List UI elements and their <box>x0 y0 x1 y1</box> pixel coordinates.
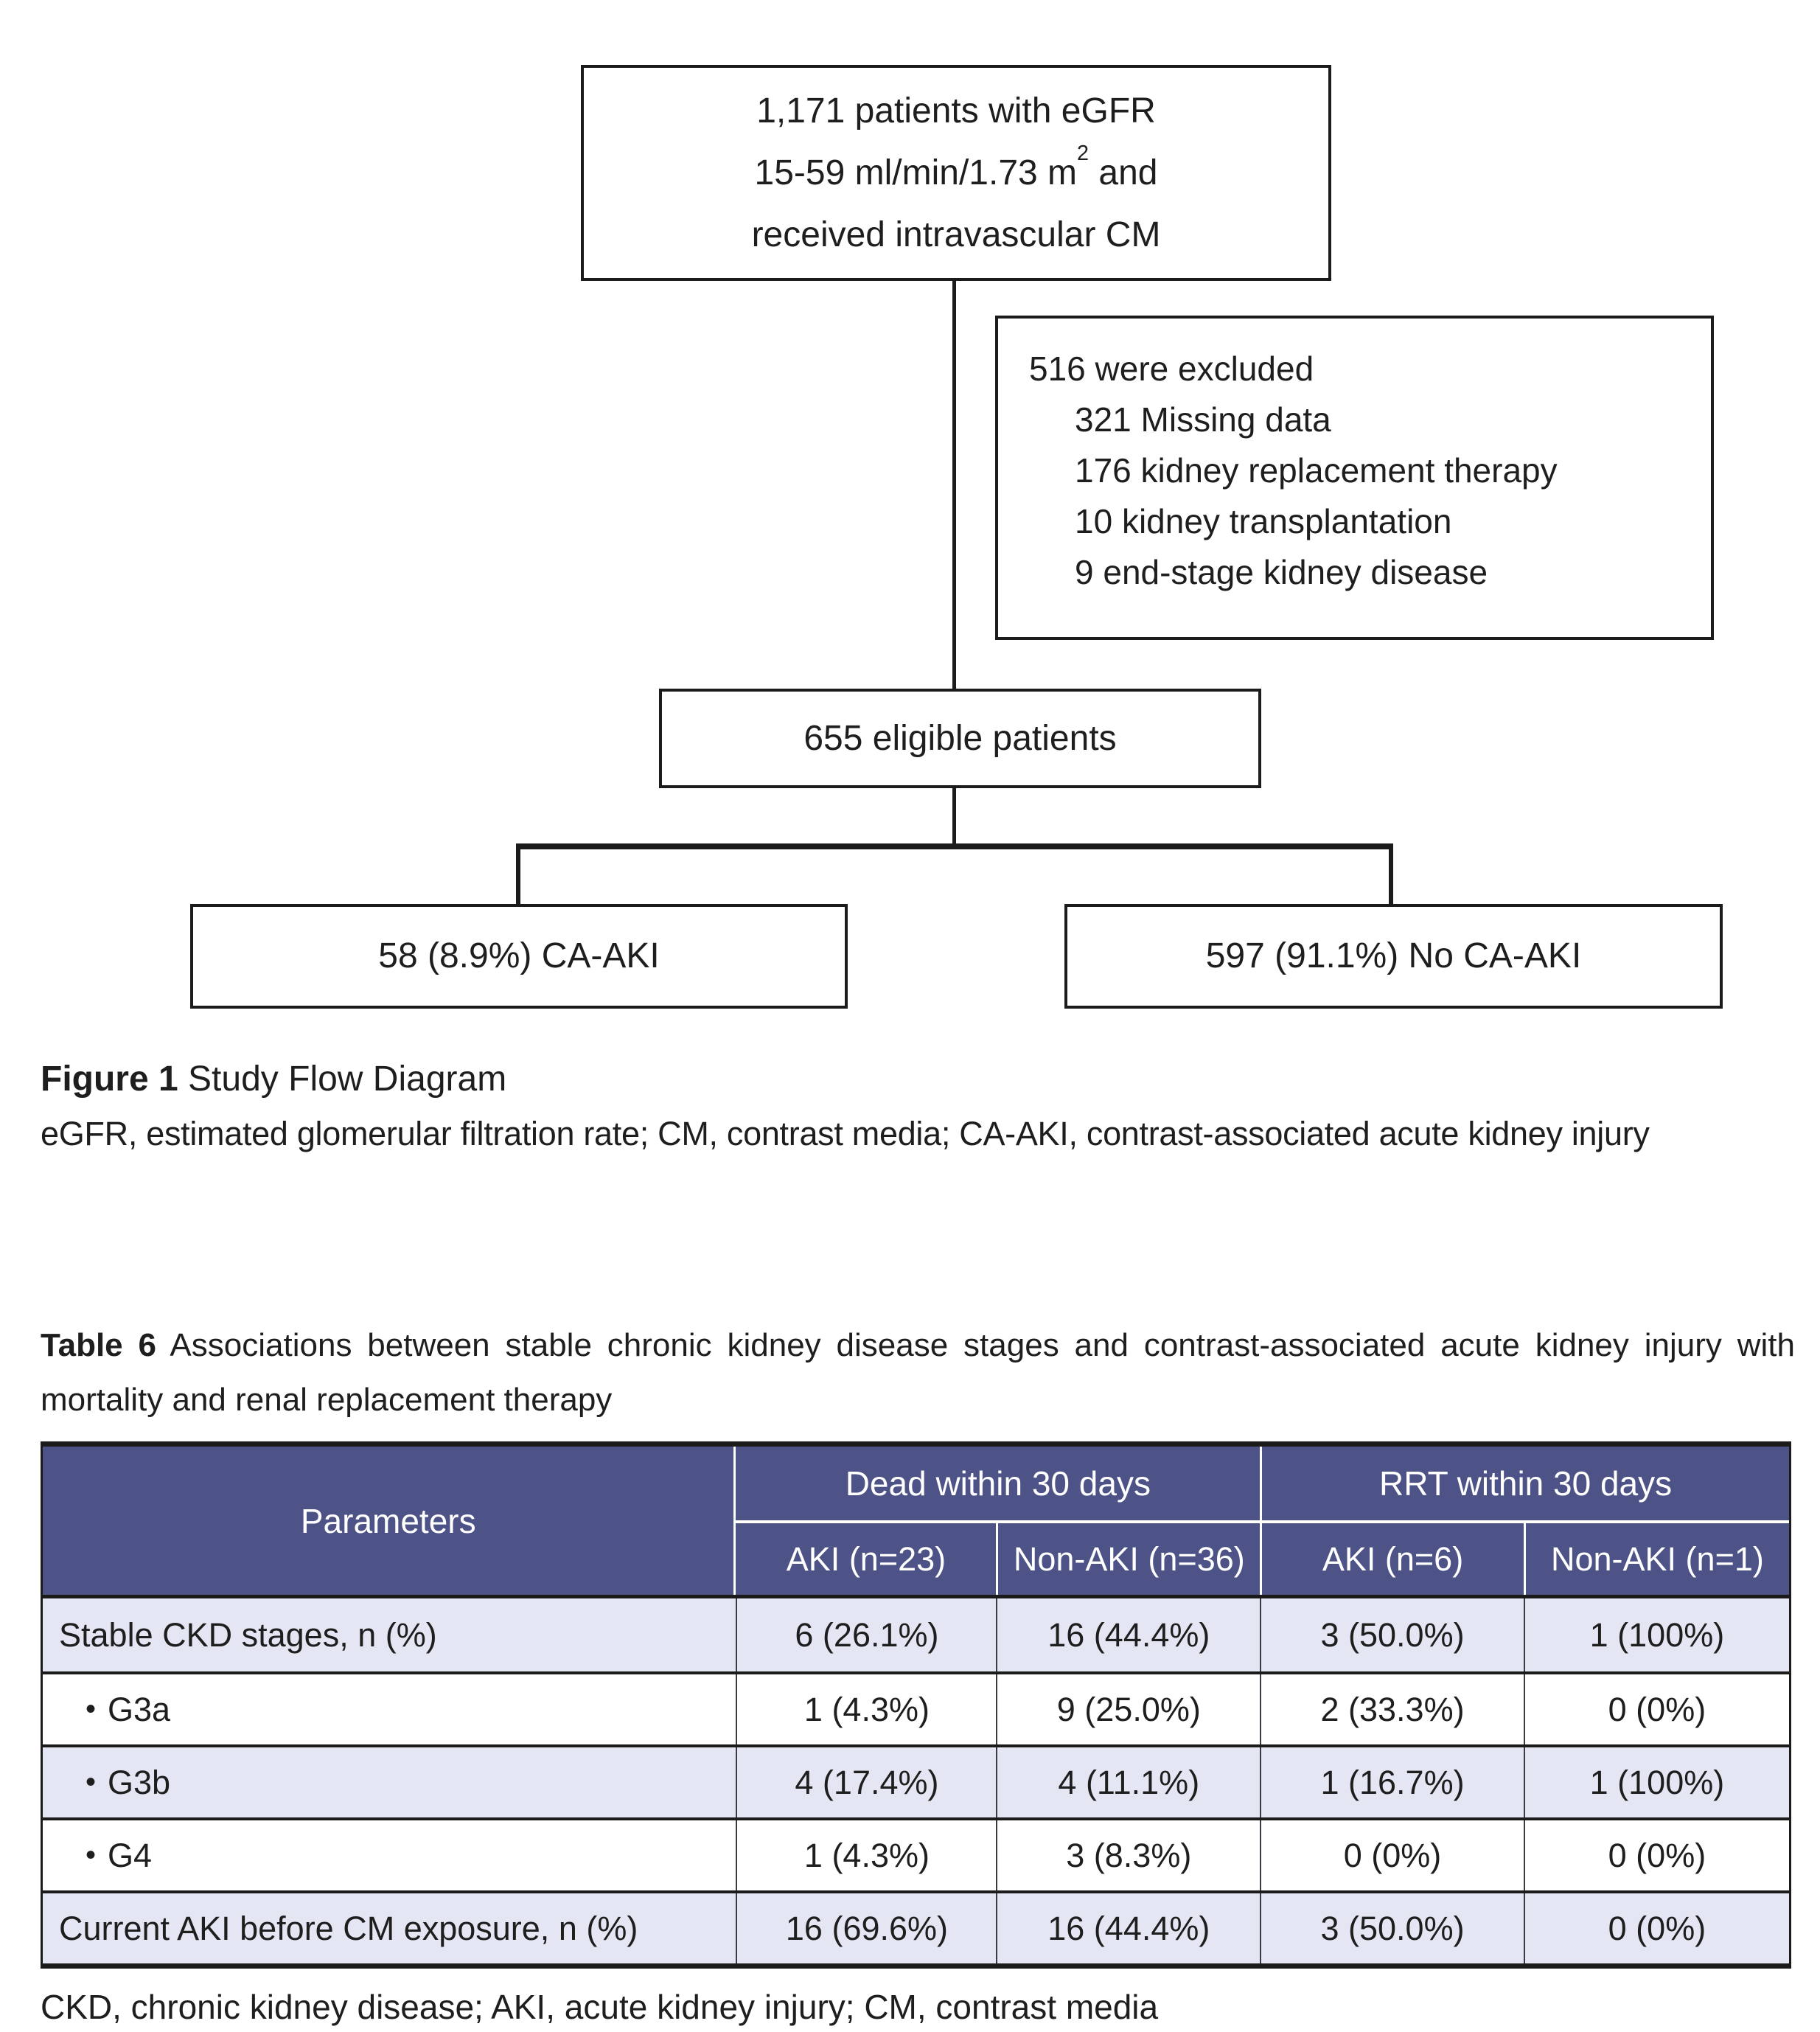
connector-drop-right <box>1389 843 1393 907</box>
flow-box-initial-cohort <box>581 65 1331 281</box>
cohort-line-1: 1,171 patients with eGFR <box>756 91 1156 131</box>
excluded-item: 10 kidney transplantation <box>1075 502 1452 540</box>
connector-top-to-eligible <box>952 281 956 689</box>
row-value-cell: 4 (17.4%) <box>736 1747 996 1817</box>
bullet-marker: • <box>86 1839 97 1871</box>
table-row-g4 <box>43 1817 1789 1890</box>
table-row-g3b <box>43 1744 1789 1817</box>
row-value-cell: 16 (69.6%) <box>736 1893 996 1963</box>
superscript-2: 2 <box>1077 141 1089 165</box>
row-param-cell: • G3b <box>86 1763 171 1801</box>
figure-title: Study Flow Diagram <box>178 1060 507 1099</box>
table-row-stable-ckd <box>43 1598 1789 1671</box>
flow-box-no-caaki <box>1064 904 1723 1009</box>
header-cell-parameters: Parameters <box>43 1447 736 1595</box>
row-value-cell: 1 (4.3%) <box>736 1674 996 1744</box>
bullet-marker: • <box>86 1766 97 1798</box>
table-header <box>43 1447 1789 1595</box>
row-value-cell: 1 (4.3%) <box>736 1820 996 1890</box>
row-param-cell: Current AKI before CM exposure, n (%) <box>59 1909 638 1947</box>
row-param-cell: • G4 <box>86 1836 153 1874</box>
header-sub-aki-rrt: AKI (n=6) <box>1260 1523 1524 1595</box>
row-value-cell: 3 (8.3%) <box>996 1820 1260 1890</box>
table-title <box>41 1318 1795 1427</box>
bullet-marker: • <box>86 1693 97 1725</box>
row-value-cell: 9 (25.0%) <box>996 1674 1260 1744</box>
excluded-item: 176 kidney replacement therapy <box>1075 451 1558 490</box>
table-row-g3a <box>43 1671 1789 1744</box>
row-value-cell: 1 (100%) <box>1524 1598 1789 1671</box>
row-value-cell: 0 (0%) <box>1524 1674 1789 1744</box>
row-value-cell: 1 (100%) <box>1524 1747 1789 1817</box>
row-value-cell: 16 (44.4%) <box>996 1893 1260 1963</box>
row-value-cell: 2 (33.3%) <box>1260 1674 1524 1744</box>
connector-eligible-to-branch <box>952 788 956 846</box>
table-label: Table 6 <box>41 1327 156 1363</box>
table-row-current-aki <box>43 1890 1789 1963</box>
excluded-title: 516 were excluded <box>1029 349 1314 388</box>
flow-box-caaki <box>190 904 848 1009</box>
table-title-text: Associations between stable chronic kidney disease stages and contrast-associated acute kidney injury with mortality and renal replacement therapy <box>41 1327 1796 1418</box>
header-group-rrt-30-days: RRT within 30 days <box>1260 1447 1789 1523</box>
row-value-cell: 16 (44.4%) <box>996 1598 1260 1671</box>
table-footnote: CKD, chronic kidney disease; AKI, acute kidney injury; CM, contrast media <box>41 1988 1159 2026</box>
row-value-cell: 0 (0%) <box>1524 1820 1789 1890</box>
caaki-label: 58 (8.9%) CA-AKI <box>378 936 660 975</box>
no-caaki-label: 597 (91.1%) No CA-AKI <box>1205 936 1582 975</box>
row-value-cell: 6 (26.1%) <box>736 1598 996 1671</box>
excluded-item: 321 Missing data <box>1075 400 1331 439</box>
row-value-cell: 1 (16.7%) <box>1260 1747 1524 1817</box>
header-group-dead-30-days: Dead within 30 days <box>736 1447 1260 1523</box>
header-sub-aki-dead: AKI (n=23) <box>786 1539 946 1578</box>
connector-branch-horizontal <box>516 843 1393 849</box>
row-value-cell: 3 (50.0%) <box>1260 1598 1524 1671</box>
excluded-item: 9 end-stage kidney disease <box>1075 553 1488 591</box>
table-body <box>43 1595 1789 1963</box>
row-param-cell: Stable CKD stages, n (%) <box>59 1615 437 1654</box>
row-value-cell: 3 (50.0%) <box>1260 1893 1524 1963</box>
outcomes-table <box>41 1441 1791 1969</box>
figure-caption <box>41 1059 506 1099</box>
connector-drop-left <box>516 843 520 907</box>
header-sub-nonaki-dead: Non-AKI (n=36) <box>996 1523 1260 1595</box>
cohort-line-3: received intravascular CM <box>751 215 1161 254</box>
figure-abbreviations: eGFR, estimated glomerular filtration rate; CM, contrast media; CA-AKI, contrast-associated acute kidney injury <box>41 1115 1650 1152</box>
eligible-label: 655 eligible patients <box>803 718 1117 758</box>
flow-box-excluded <box>995 316 1714 640</box>
figure-label: Figure 1 <box>41 1060 178 1099</box>
header-sub-nonaki-rrt: Non-AKI (n=1) <box>1524 1523 1789 1595</box>
row-value-cell: 4 (11.1%) <box>996 1747 1260 1817</box>
row-param-cell: • G3a <box>86 1690 171 1728</box>
row-value-cell: 0 (0%) <box>1260 1820 1524 1890</box>
cohort-line-2: 15-59 ml/min/1.73 $m^2$ and <box>754 141 1158 192</box>
flow-box-eligible <box>659 689 1261 788</box>
row-value-cell: 0 (0%) <box>1524 1893 1789 1963</box>
